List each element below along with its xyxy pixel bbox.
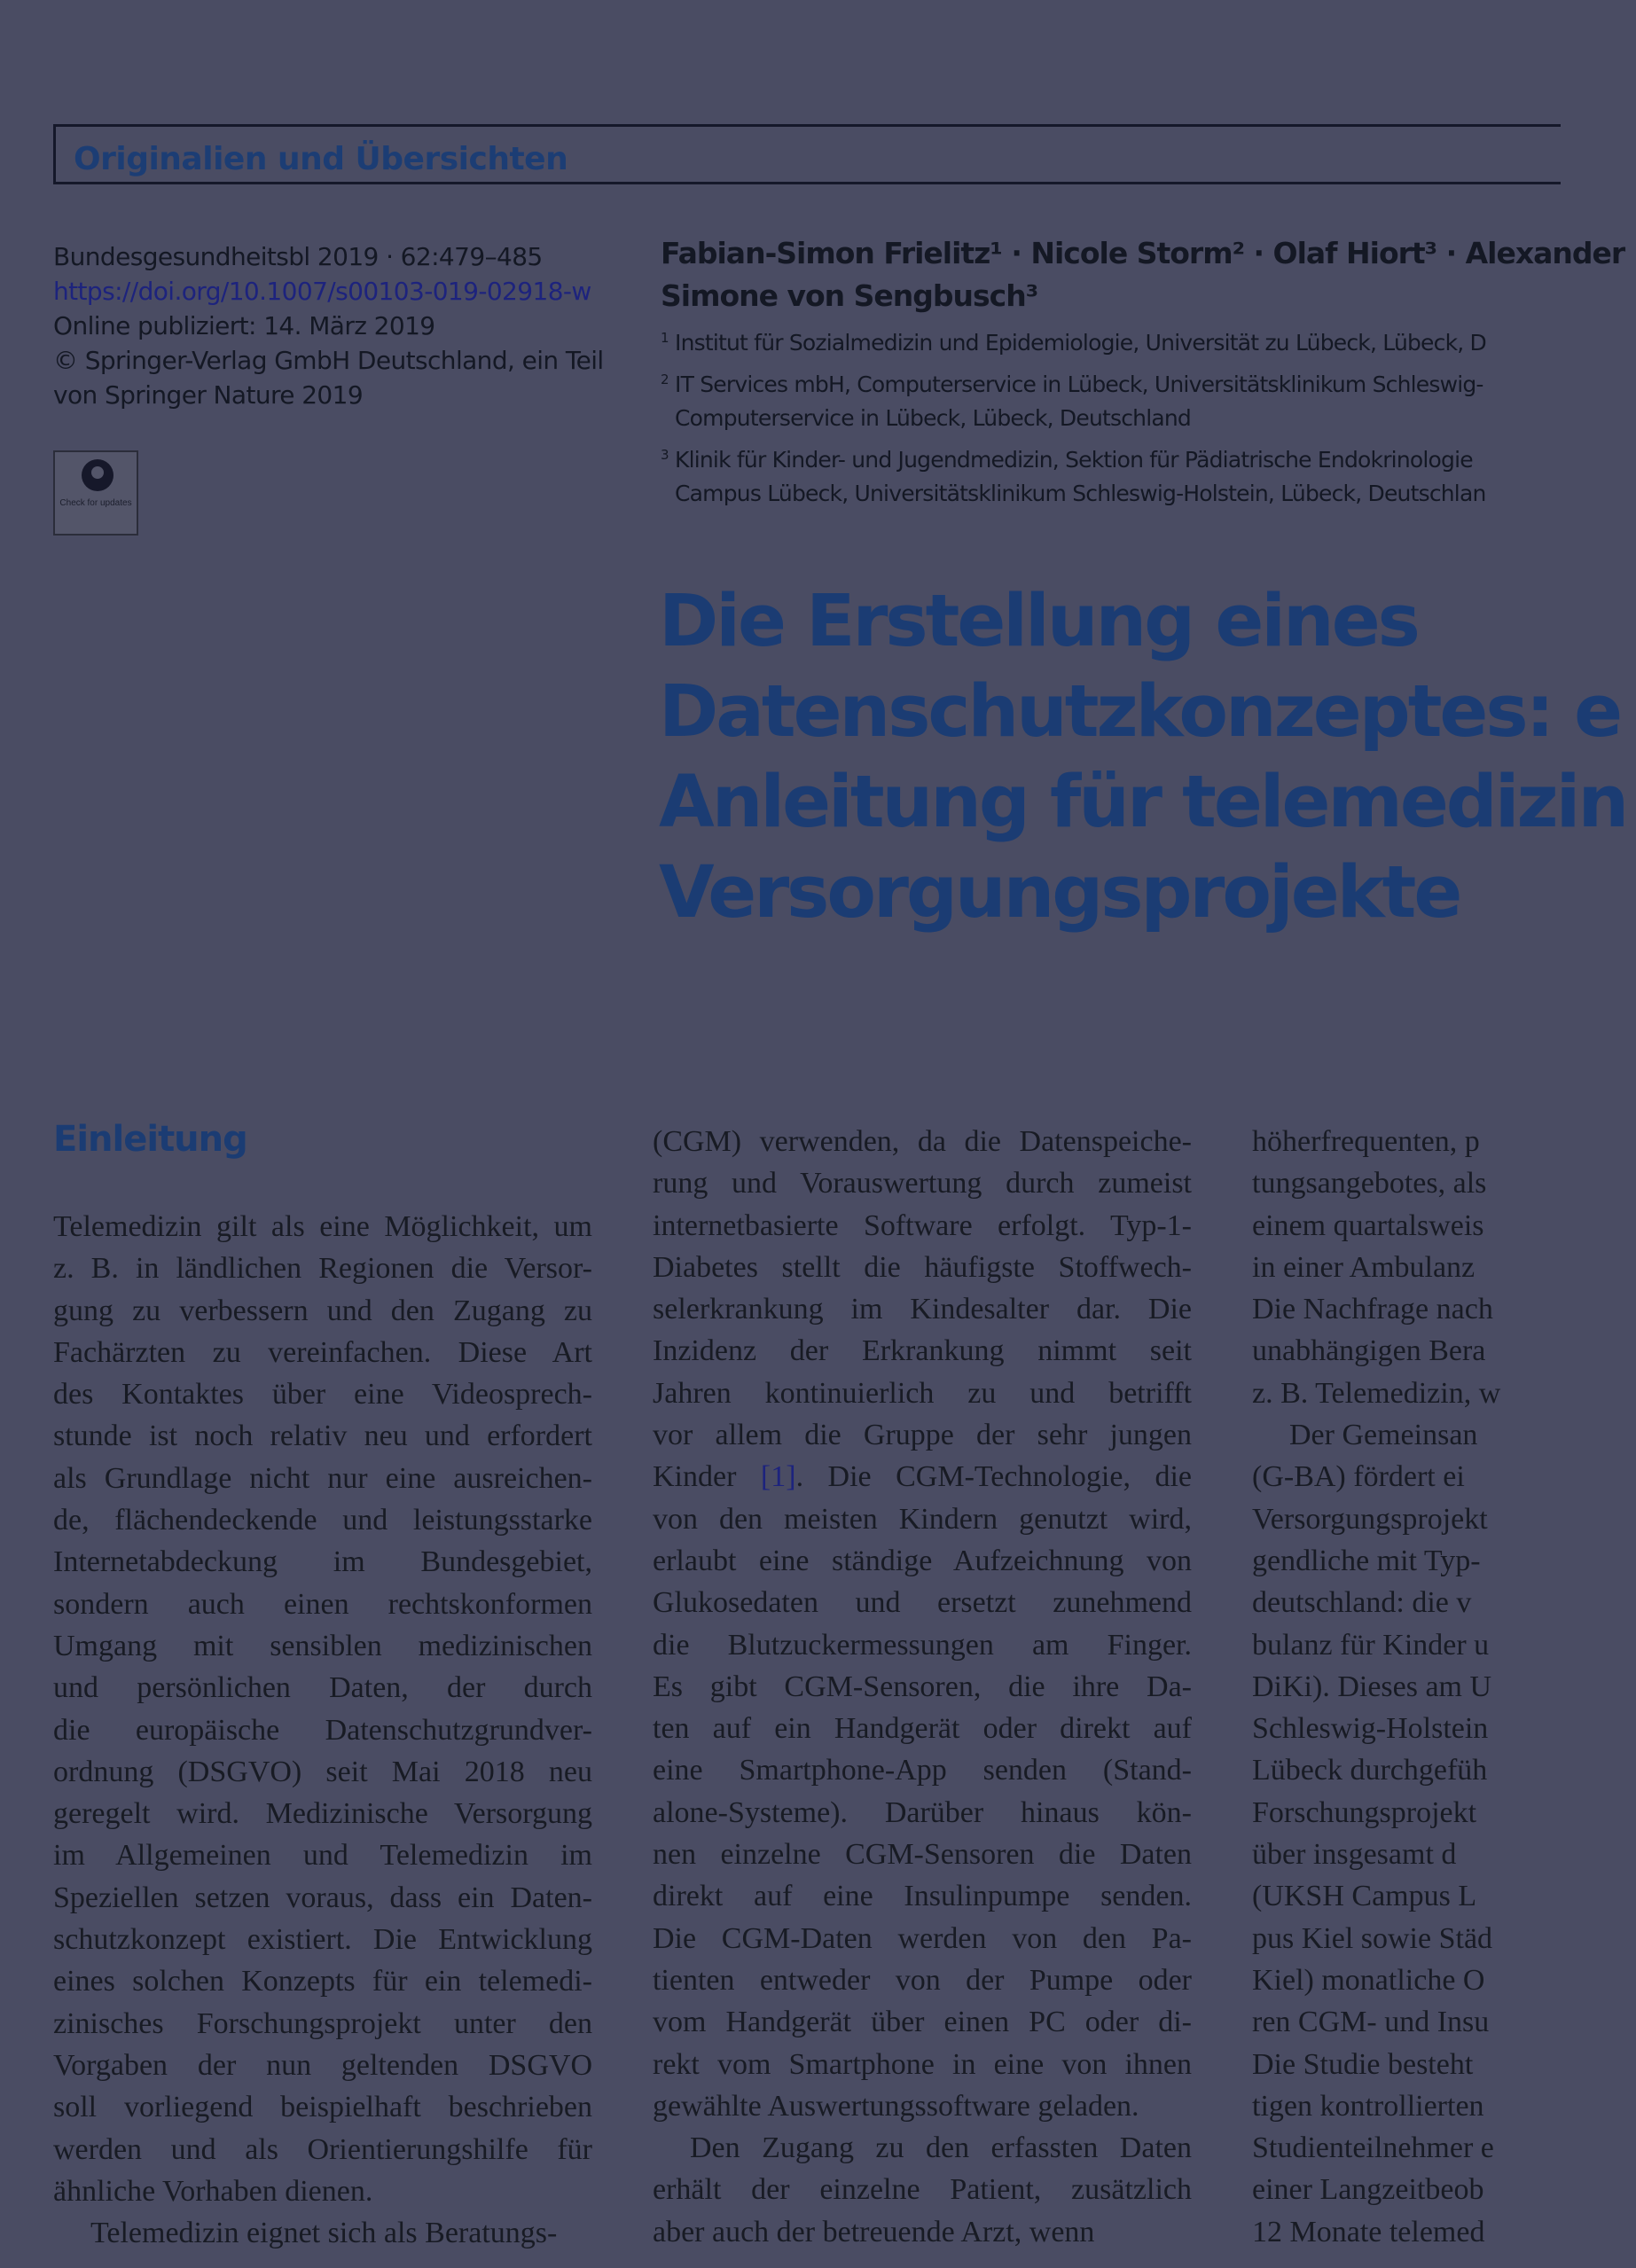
text-line: ren CGM- und Insu xyxy=(1252,2006,1490,2039)
text-line: erhält der einzelne Patient, zusätzlich xyxy=(653,2173,1192,2207)
text-column-1 xyxy=(53,1206,592,2254)
text-line: Telemedizin gilt als eine Möglichkeit, um xyxy=(53,1210,592,1243)
text-line: ähnliche Vorhaben dienen. xyxy=(53,2174,373,2208)
text-line: de, flächendeckende und leistungsstarke xyxy=(53,1504,592,1537)
text-line: Diabetes stellt die häufigste Stoffwech- xyxy=(653,1250,1192,1284)
section-header-box xyxy=(53,124,1561,184)
text-line: z. B. Telemedizin, w xyxy=(1252,1376,1501,1410)
text-line: Die CGM-Daten werden von den Pa- xyxy=(653,1921,1192,1955)
text-line: zinisches Forschungsprojekt unter den xyxy=(53,2006,592,2040)
title-line: Datenschutzkonzeptes: e xyxy=(659,670,1621,754)
text-line: und persönlichen Daten, der durch xyxy=(53,1671,592,1705)
text-line: selerkrankung im Kindesalter dar. Die xyxy=(653,1293,1192,1326)
authors-line-1: Fabian-Simon Frielitz¹ · Nicole Storm² · Olaf Hiort³ · Alexander xyxy=(661,236,1625,270)
text-line: die europäische Datenschutzgrundver- xyxy=(53,1713,592,1747)
text-line: sondern auch einen rechtskonformen xyxy=(53,1587,592,1621)
text-line: rung und Vorauswertung durch zumeist xyxy=(653,1167,1192,1200)
text-line: tungsangebotes, als xyxy=(1252,1167,1487,1200)
publication-date: Online publiziert: 14. März 2019 xyxy=(53,311,435,340)
section-label: Originalien und Übersichten xyxy=(74,141,568,177)
text-line: stunde ist noch relativ neu und erfordert xyxy=(53,1419,592,1453)
text-line: gendliche mit Typ- xyxy=(1252,1544,1481,1577)
text-line: als Grundlage nicht nur eine ausreichen- xyxy=(53,1461,592,1495)
title-line: Die Erstellung eines xyxy=(659,580,1418,663)
text-line: tigen kontrollierten xyxy=(1252,2089,1484,2123)
affiliation-number: 1 xyxy=(661,330,669,346)
text-line: Die Nachfrage nach xyxy=(1252,1293,1493,1326)
text-line: Forschungsprojekt xyxy=(1252,1795,1477,1829)
text-line: ordnung (DSGVO) seit Mai 2018 neu xyxy=(53,1755,592,1788)
affiliation-2-line-2 xyxy=(661,402,1636,435)
text-line: Inzidenz der Erkrankung nimmt seit xyxy=(653,1334,1192,1368)
text-line: Es gibt CGM-Sensoren, die ihre Da- xyxy=(653,1670,1192,1703)
text-line: Kiel) monatliche O xyxy=(1252,1963,1485,1997)
text-line: internetbasierte Software erfolgt. Typ-1- xyxy=(653,1208,1192,1242)
text-line: Speziellen setzen voraus, dass ein Daten- xyxy=(53,1881,592,1914)
affiliation-text: Computerservice in Lübeck, Lübeck, Deutschland xyxy=(675,405,1191,431)
text-line: die Blutzuckermessungen am Finger. xyxy=(653,1628,1192,1662)
text-line: DiKi). Dieses am U xyxy=(1252,1670,1492,1703)
text-line: werden und als Orientierungshilfe für xyxy=(53,2132,592,2166)
affiliation-text: IT Services mbH, Computerservice in Lübeck, Universitätsklinikum Schleswig- xyxy=(675,371,1483,397)
citation-link[interactable]: [1] xyxy=(760,1460,796,1494)
text-line: pus Kiel sowie Städ xyxy=(1252,1921,1493,1955)
affiliation-list xyxy=(661,326,1636,511)
affiliation-3-line-1 xyxy=(661,443,1636,477)
text-line: eine Smartphone-App senden (Stand- xyxy=(653,1754,1192,1787)
affiliation-3-line-2 xyxy=(661,477,1636,511)
text-column-3 xyxy=(1252,1121,1607,2253)
copyright-line-1: © Springer-Verlag GmbH Deutschland, ein Teil xyxy=(53,346,604,375)
text-line: Internetabdeckung im Bundesgebiet, xyxy=(53,1545,592,1579)
affiliation-text: Klinik für Kinder- und Jugendmedizin, Sektion für Pädiatrische Endokrinologie xyxy=(675,447,1473,473)
authors-line-2: Simone von Sengbusch³ xyxy=(661,278,1038,313)
text-line: bulanz für Kinder u xyxy=(1252,1628,1490,1662)
article-meta xyxy=(53,239,621,412)
text-line: Kinder [1]. Die CGM-Technologie, die xyxy=(653,1460,1192,1494)
update-badge-label: Check for updates xyxy=(59,498,132,508)
title-line: Versorgungsprojekte xyxy=(659,851,1460,935)
text-line: nen einzelne CGM-Sensoren die Daten xyxy=(653,1838,1192,1872)
text-line: eines solchen Konzepts für ein telemedi- xyxy=(53,1965,592,1998)
affiliation-number: 2 xyxy=(661,371,669,387)
text-line: Fachärzten zu vereinfachen. Diese Art xyxy=(53,1335,592,1369)
text-line: einer Langzeitbeob xyxy=(1252,2173,1484,2207)
text-line: schutzkonzept existiert. Die Entwicklung xyxy=(53,1923,592,1957)
affiliation-1-line-1 xyxy=(661,326,1636,360)
journal-reference: Bundesgesundheitsbl 2019 · 62:479–485 xyxy=(53,242,543,271)
text-line: Glukosedaten und ersetzt zunehmend xyxy=(653,1586,1192,1620)
text-line: direkt auf eine Insulinpumpe senden. xyxy=(653,1880,1192,1913)
affiliation-text: Campus Lübeck, Universitätsklinikum Schleswig-Holstein, Lübeck, Deutschlan xyxy=(675,481,1486,506)
text-line: Versorgungsprojekt xyxy=(1252,1502,1488,1536)
text-line: von den meisten Kindern genutzt wird, xyxy=(653,1502,1192,1536)
text-column-2 xyxy=(653,1121,1192,2253)
text-line: deutschland: die v xyxy=(1252,1586,1472,1620)
doi-link[interactable]: https://doi.org/10.1007/s00103-019-02918-w xyxy=(53,277,591,306)
title-line: Anleitung für telemedizin xyxy=(659,761,1627,844)
text-line: Jahren kontinuierlich zu und betrifft xyxy=(653,1376,1192,1410)
text-line: Telemedizin eignet sich als Beratungs- xyxy=(90,2217,558,2250)
copyright-line-2: von Springer Nature 2019 xyxy=(53,380,364,410)
text-line: alone-Systeme). Darüber hinaus kön- xyxy=(653,1795,1192,1829)
crossmark-icon xyxy=(82,459,114,491)
text-line: rekt vom Smartphone in eine von ihnen xyxy=(653,2047,1192,2081)
text-line: Der Gemeinsan xyxy=(1289,1419,1478,1452)
author-list xyxy=(661,232,1636,317)
text-line: 12 Monate telemed xyxy=(1252,2215,1485,2248)
text-line: Lübeck durchgefüh xyxy=(1252,1754,1488,1787)
section-heading: Einleitung xyxy=(53,1119,247,1160)
text-line: Studienteilnehmer e xyxy=(1252,2131,1494,2165)
text-line: soll vorliegend beispielhaft beschrieben xyxy=(53,2091,592,2124)
text-line: gung zu verbessern und den Zugang zu xyxy=(53,1294,592,1327)
text-line: in einer Ambulanz xyxy=(1252,1250,1476,1284)
text-line: gewählte Auswertungssoftware geladen. xyxy=(653,2089,1139,2123)
text-line: vom Handgerät über einen PC oder di- xyxy=(653,2006,1192,2039)
check-for-updates-button[interactable] xyxy=(53,450,138,536)
text-line: aber auch der betreuende Arzt, wenn xyxy=(653,2215,1095,2248)
text-line: (CGM) verwenden, da die Datenspeiche- xyxy=(653,1125,1192,1158)
text-line: tienten entweder von der Pumpe oder xyxy=(653,1963,1192,1997)
text-line: im Allgemeinen und Telemedizin im xyxy=(53,1839,592,1873)
text-line: Schleswig-Holstein xyxy=(1252,1712,1489,1746)
text-line: (UKSH Campus L xyxy=(1252,1880,1477,1913)
text-line: über insgesamt d xyxy=(1252,1838,1457,1872)
text-line: ten auf ein Handgerät oder direkt auf xyxy=(653,1712,1192,1746)
text-line: des Kontaktes über eine Videosprech- xyxy=(53,1378,592,1412)
affiliation-2-line-1 xyxy=(661,368,1636,402)
text-line: Vorgaben der nun geltenden DSGVO xyxy=(53,2048,592,2082)
text-line: vor allem die Gruppe der sehr jungen xyxy=(653,1419,1192,1452)
article-title xyxy=(659,576,1634,938)
text-line: (G-BA) fördert ei xyxy=(1252,1460,1465,1494)
text-line: Den Zugang zu den erfassten Daten xyxy=(690,2131,1192,2165)
text-line: unabhängigen Bera xyxy=(1252,1334,1486,1368)
affiliation-number: 3 xyxy=(661,447,669,463)
text-line: geregelt wird. Medizinische Versorgung xyxy=(53,1797,592,1831)
text-line: einem quartalsweis xyxy=(1252,1208,1484,1242)
text-line: erlaubt eine ständige Aufzeichnung von xyxy=(653,1544,1192,1577)
text-line: höherfrequenten, p xyxy=(1252,1125,1480,1158)
affiliation-text: Institut für Sozialmedizin und Epidemiologie, Universität zu Lübeck, Lübeck, D xyxy=(675,330,1487,356)
text-line: Umgang mit sensiblen medizinischen xyxy=(53,1629,592,1662)
text-line: z. B. in ländlichen Regionen die Versor- xyxy=(53,1252,592,1286)
text-line: Die Studie besteht xyxy=(1252,2047,1474,2081)
